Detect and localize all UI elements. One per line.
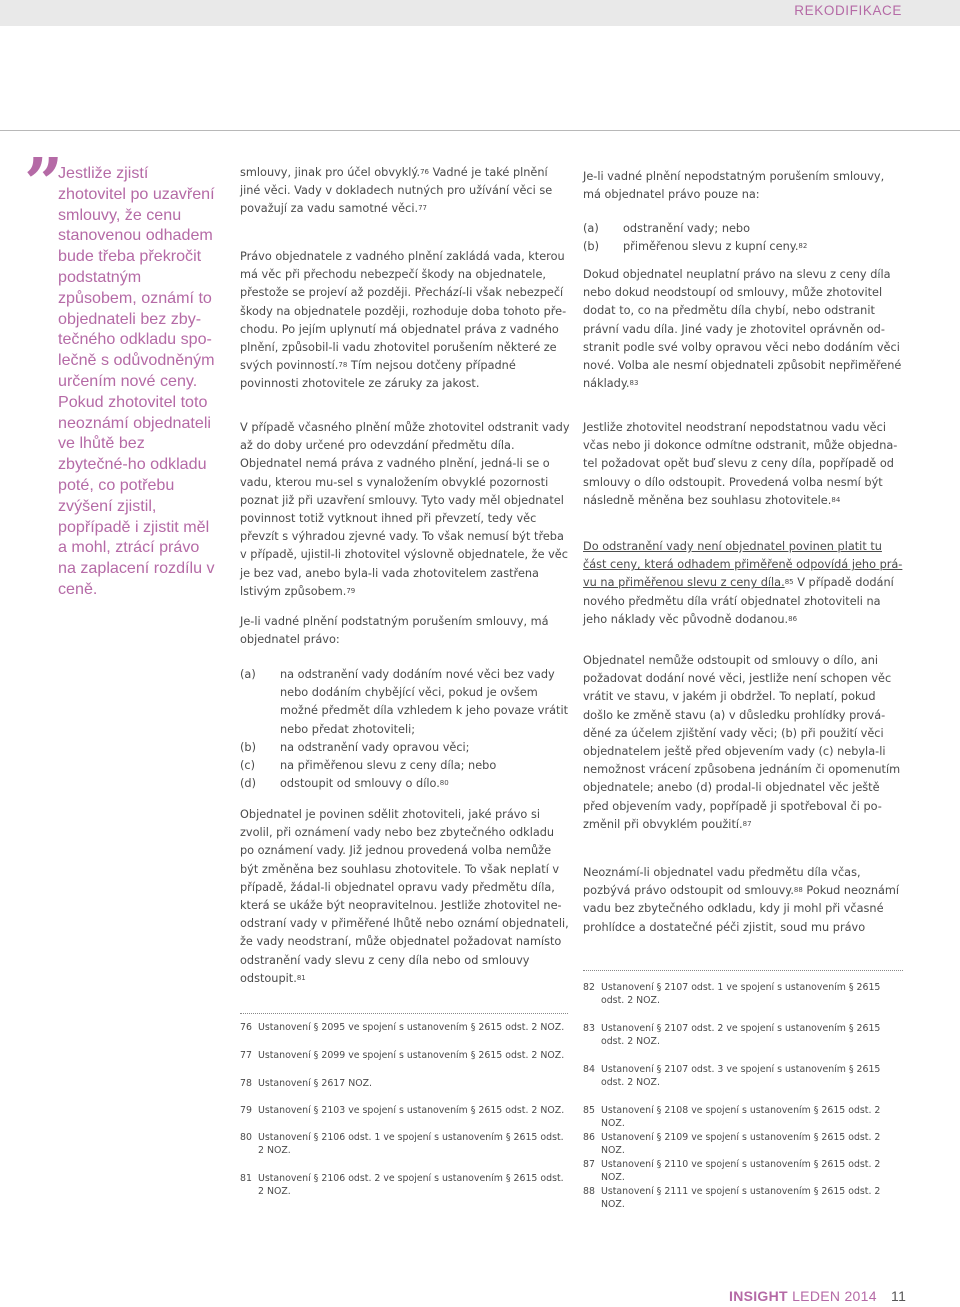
footnote-ref: 79 xyxy=(346,586,356,595)
footnote-ref: 76 xyxy=(420,168,429,176)
column-right-p2: Dokud objednatel neuplatní právo na slevu z ceny díla nebo dokud neodstoupí od smlouvy, může zhotovitel dodat to, co na předmětu díla chybí, nebo odstranit právní vadu díla. Jiné vady je zhotovitel oprávněn od-stranit podle své volby opravou věci nebo dodáním věci nové. Volba ale nesmí objednateli způsobit nepřiměřené náklady.$^{83}$ xyxy=(583,268,902,391)
footnote: 79 Ustanovení § 2103 ve spojení s ustanovením § 2615 odst. 2 NOZ. xyxy=(240,1105,565,1116)
footnote-ref: 78 xyxy=(338,361,348,370)
footnote: 88 Ustanovení § 2111 ve spojení s ustanovením § 2615 odst. 2 NOZ. xyxy=(583,1186,881,1211)
list-item: (a) na odstranění vady dodáním nové věci bez vady nebo dodáním chybějící věci, pokud je ovšem možné předmět díla vzhledem k jeho povaze vrátit nebo předat zhotoviteli; xyxy=(240,668,569,736)
footnote: 85 Ustanovení § 2108 ve spojení s ustanovením § 2615 odst. 2 NOZ. xyxy=(583,1105,881,1130)
footnote-ref: 83 xyxy=(629,379,639,388)
footnote-ref: 88 xyxy=(793,886,803,895)
footnote: 81 Ustanovení § 2106 odst. 2 ve spojení s ustanovením § 2615 odst. 2 NOZ. xyxy=(240,1173,564,1198)
footnote-ref: 82 xyxy=(798,242,808,251)
quote-mark-icon: ” xyxy=(24,144,64,224)
column-middle-p3: V případě včasného plnění může zhotovitel odstranit vady až do doby určené pro odevzdání předmětu díla. Objednatel nemá práva z vadného plnění, jedná-li se o vadu, kterou mu-sel s vynaložením obvyklé pozornosti poznat již při uzavření smlouvy. Tyto vady měl objednatel povinnost totiž vytknout ihned při převzetí, tedy věc převzít s výhradou zjevné vady. To však nemusí být třeba v případě, ujistil-li zhotovitel výslovně objednatele, že věc je bez vad, anebo byla-li vada zhotovitelem zastřena lstivým způsobem.$^{79}$ xyxy=(240,421,570,598)
footnote: 80 Ustanovení § 2106 odst. 1 ve spojení s ustanovením § 2615 odst. 2 NOZ. xyxy=(240,1132,564,1157)
page-number: 11 xyxy=(891,1288,907,1304)
footnote: 82 Ustanovení § 2107 odst. 1 ve spojení s ustanovením § 2615 odst. 2 NOZ. xyxy=(583,982,881,1007)
footnote-ref: 81 xyxy=(296,973,306,982)
list-item: (b) přiměřenou slevu z kupní ceny.$^{82}$ xyxy=(583,240,808,254)
magazine-name: INSIGHT xyxy=(729,1288,788,1304)
rights-list xyxy=(240,666,570,793)
footnote: 76 Ustanovení § 2095 ve spojení s ustanovením § 2615 odst. 2 NOZ. xyxy=(240,1022,565,1033)
footnote: 87 Ustanovení § 2110 ve spojení s ustanovením § 2615 odst. 2 NOZ. xyxy=(583,1159,881,1184)
footnote: 78 Ustanovení § 2617 NOZ. xyxy=(240,1078,372,1089)
column-middle-p2: Právo objednatele z vadného plnění zakládá vada, kterou má věc při přechodu nebezpečí škody na objednatele, přestože se projeví až později. Přechází-li však nebezpečí škody na objednatele později, rozhoduje doba tohoto pře-chodu. Po jejím uplynutí má objednatel práva z vadného plnění, způsobil-li vadu zhotovitel porušením některé ze svých povinností.$^{78}$ Tím nejsou dotčeny případné povinnosti zhotovitele ze záruky za jakost. xyxy=(240,250,567,391)
footnote: 84 Ustanovení § 2107 odst. 3 ve spojení s ustanovením § 2615 odst. 2 NOZ. xyxy=(583,1064,881,1089)
column-middle-p5: Objednatel je povinen sdělit zhotoviteli, jaké právo si zvolil, při oznámení vady nebo bez zbytečného odkladu po oznámení vady. Již jednou provedená volba nemůže být změněna bez souhlasu zhotovitele. To však neplatí v případě, žádal-li objednatel opravu vady předmětu díla, která se ukáže být neopravitelnou. Jestliže zhotovitel ne-odstraní vady v přiměřené lhůtě nebo oznámí objednateli, že vady neodstraní, může objednatel požadovat namísto odstranění vady slevu z ceny díla nebo od smlouvy odstoupit.$^{81}$ xyxy=(240,808,569,985)
footnote-divider xyxy=(583,970,903,971)
footnote-ref: 85 xyxy=(784,578,794,587)
issue-label: LEDEN 2014 xyxy=(792,1288,877,1304)
pull-quote: Jestliže zjistí zhotovitel po uzavření smlouvy, že cenu stanovenou odhadem bude třeba překročit podstatným způsobem, oznámí to objednateli bez zby-tečného odkladu spo-lečně s odůvodněným určením nové ceny. Pokud zhotovitel toto neoznámí objednateli ve lhůtě bez zbytečné-ho odkladu poté, co potřebu zvýšení zjistil, popřípadě i zjistit měl a mohl, ztrácí právo na zaplacení rozdílu v ceně. xyxy=(58,164,215,598)
footnote: 83 Ustanovení § 2107 odst. 2 ve spojení s ustanovením § 2615 odst. 2 NOZ. xyxy=(583,1023,881,1048)
column-right-p1: Je-li vadné plnění nepodstatným porušením smlouvy, má objednatel právo pouze na: xyxy=(583,170,885,202)
list-item: (c) na přiměřenou slevu z ceny díla; nebo xyxy=(240,759,497,773)
list-item: (d) odstoupit od smlouvy o dílo.$^{80}$ xyxy=(240,777,449,791)
footnote-ref: 86 xyxy=(788,614,798,623)
header-divider xyxy=(0,130,960,131)
footnote-ref: 80 xyxy=(439,779,449,788)
header-bar xyxy=(0,0,960,26)
section-label: REKODIFIKACE xyxy=(794,3,902,18)
page-footer xyxy=(729,1288,906,1304)
footnote-ref: 87 xyxy=(742,819,752,828)
footnote-divider xyxy=(240,1013,568,1014)
list-item: (b) na odstranění vady opravou věci; xyxy=(240,740,470,754)
column-middle-p4: Je-li vadné plnění podstatným porušením smlouvy, má objednatel právo: xyxy=(240,615,549,647)
column-right-p4: Do odstranění vady není objednatel povinen platit tu část ceny, která odhadem přiměřeně odpovídá jeho prá-vu na přiměřenou slevu z ceny díla.$^{85}$ V případě dodání nového předmětu díla vrátí objednatel zhotoviteli na jeho náklady věc původně dodanou.$^{86}$ xyxy=(583,540,903,626)
column-right-p3: Jestliže zhotovitel neodstraní nepodstatnou vadu věci včas nebo ji dokonce odmítne odstranit, může objedna-tel požadovat opět buď slevu z ceny díla, popřípadě od smlouvy o dílo odstoupit. Provedená volba nesmí být následně měněna bez souhlasu zhotovitele.$^{84}$ xyxy=(583,421,898,507)
list-item: (a) odstranění vady; nebo xyxy=(583,222,751,235)
footnote: 77 Ustanovení § 2099 ve spojení s ustanovením § 2615 odst. 2 NOZ. xyxy=(240,1050,565,1061)
footnote-ref: 77 xyxy=(418,204,427,213)
limited-rights-list xyxy=(583,220,903,256)
footnote-ref: 84 xyxy=(831,495,841,504)
column-right-p5: Objednatel nemůže odstoupit od smlouvy o dílo, ani požadovat dodání nové věci, jestliže není schopen věc vrátit ve stavu, v jakém ji obdržel. To neplatí, pokud došlo ke změně stavu (a) v důsledku prohlídky prová-děné za účelem zjištění vady věci; (b) při použití věci objednatelem ještě před objevením vady (c) nebyla-li nemožnost vrácení způsobena jednáním či opomenutím objednatele; anebo (d) prodal-li objednatel věc ještě před objevením vady, popřípadě ji spotřeboval či po-změnil při obvyklém použití.$^{87}$ xyxy=(583,654,901,831)
column-right-p6: Neoznámí-li objednatel vadu předmětu díla včas, pozbývá právo odstoupit od smlouvy.$^{88}$ Pokud neoznámí vadu bez zbytečného odkladu, kdy ji mohl při včasné prohlídce a dostatečné péči zjistit, soud mu právo xyxy=(583,866,900,934)
column-middle-p1: smlouvy, jinak pro účel obvyklý.$^{76}$ Vadné je také plnění jiné věci. Vady v dokladech nutných pro užívání věci se považují za vadu samotné věci.$^{77}$ xyxy=(240,166,553,216)
footnote: 86 Ustanovení § 2109 ve spojení s ustanovením § 2615 odst. 2 NOZ. xyxy=(583,1132,881,1157)
